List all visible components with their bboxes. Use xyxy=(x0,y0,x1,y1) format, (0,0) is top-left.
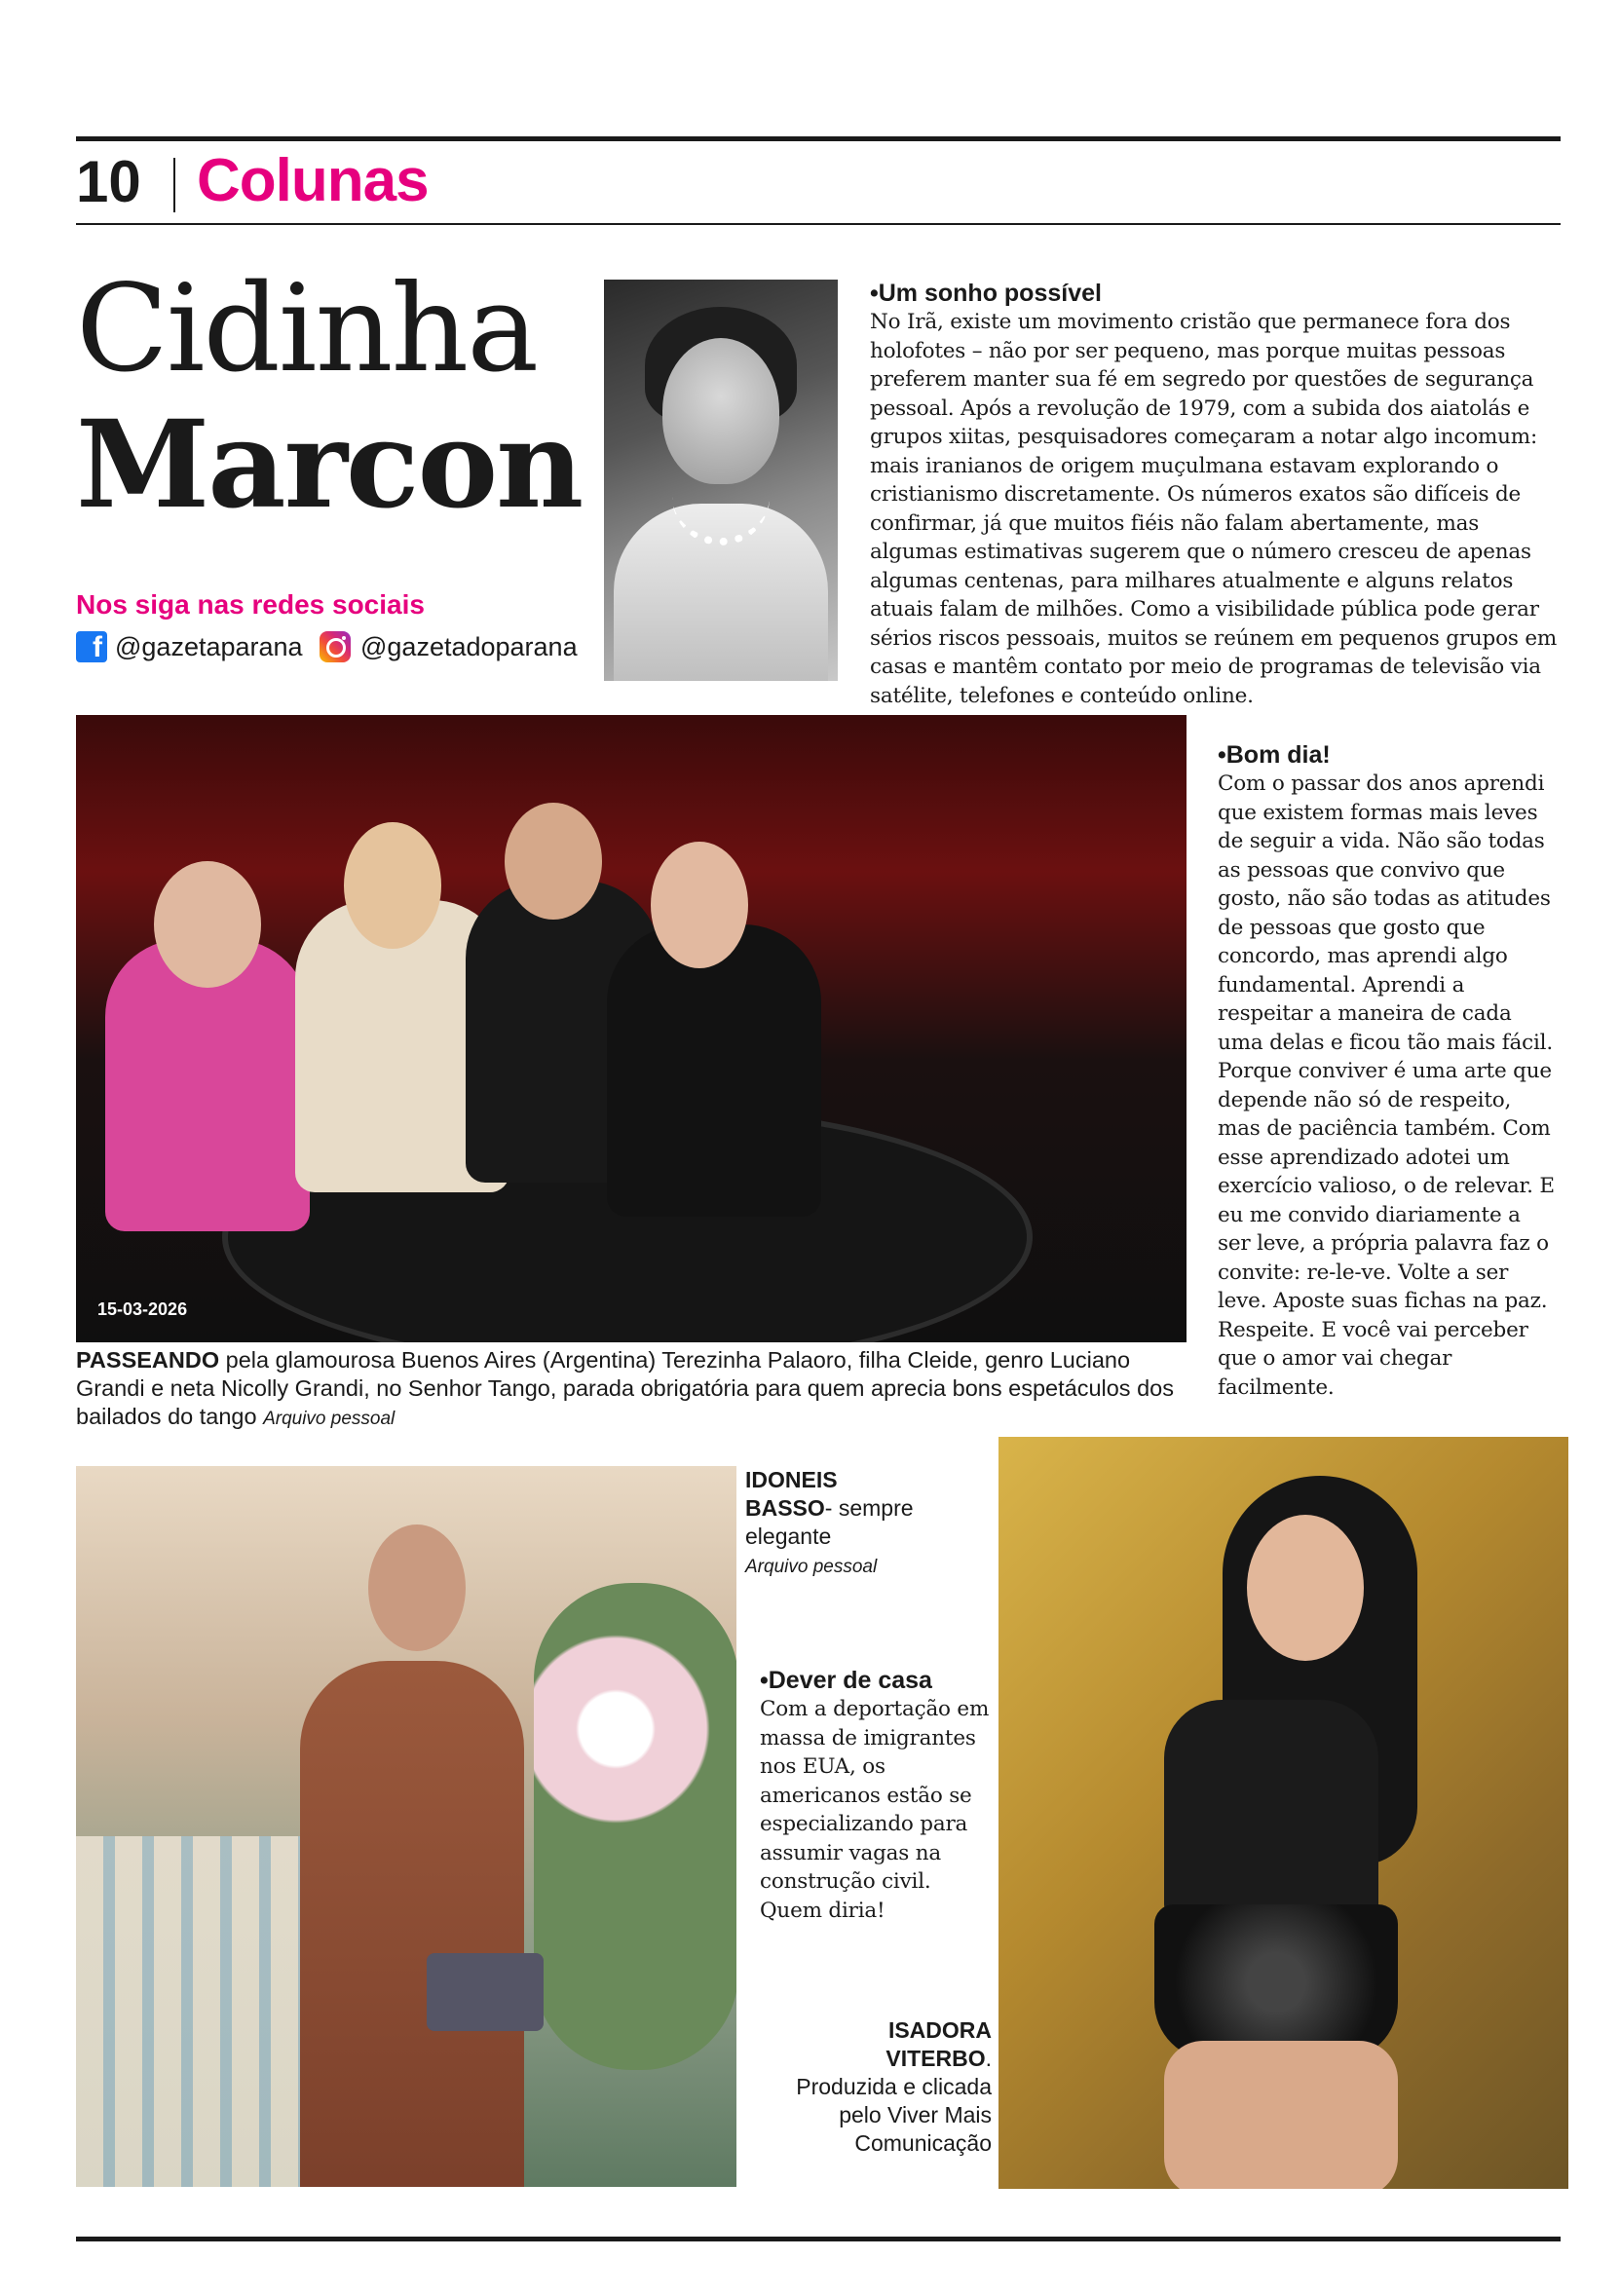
main-photo-caption xyxy=(76,1346,1187,1433)
instagram-link[interactable] xyxy=(320,627,578,666)
section-title: Colunas xyxy=(197,147,429,214)
story-body: No Irã, existe um movimento cristão que permanece fora dos holofotes – não por ser pequeno, mas porque muitas pessoas preferem manter sua fé em segredo por questões de segurança pessoal. Após a revolução de 1979, com a subida dos aiatolás e grupos xiitas, pesquisadores começaram a notar algo incomum: mais iranianos de origem muçulmana estavam explorando o cristianismo discretamente. Os números exatos são difíceis de confirmar, já que muitos fiéis não falam abertamente, mas algumas estimativas sugerem que o número cresceu de apenas algumas centenas, para milhares atualmente e alguns relatos atuais falam de milhões. Como a visibilidade pública pode gerar sérios riscos pessoais, muitos se reúnem em pequenos grupos em casas e mantêm contato por meio de programas de televisão via satélite, telefones e conteúdo online. xyxy=(870,310,1558,708)
story-body: Com a deportação em massa de imigrantes nos EUA, os americanos estão se especializando para assumir vagas na construção civil. Quem diria! xyxy=(760,1697,990,1923)
header-separator xyxy=(173,158,175,212)
story-kicker: •Um sonho possível xyxy=(870,280,1102,307)
columnist-last-name: Marcon xyxy=(76,395,583,536)
photo-date-stamp: 15-03-2026 xyxy=(97,1299,188,1319)
photo-isadora-viterbo xyxy=(998,1437,1568,2189)
facebook-link[interactable] xyxy=(76,627,303,666)
idoneis-name: IDONEIS BASSO xyxy=(745,1467,838,1521)
caption-credit: Arquivo pessoal xyxy=(263,1409,396,1429)
columnist-first-name: Cidinha xyxy=(76,259,538,399)
isadora-caption xyxy=(779,2016,992,2158)
story-body: Com o passar dos anos aprendi que existem formas mais leves de seguir a vida. Não são todas as pessoas que convivo que gosto, não são todas as atitudes de pessoas que gosto que concordo, mas aprendi algo fundamental. Aprendi a respeitar a maneira de cada uma delas e ficou tão mais fácil. Porque conviver é uma arte que depende não só de respeito, mas de paciência também. Com esse aprendizado adotei um exercício valioso, o de relevar. E eu me convido diariamente a ser leve, a própria palavra faz o convite: re-le-ve. Volte a ser leve. Aposte suas fichas na paz. Respeite. E você vai perceber que o amor vai chegar facilmente. xyxy=(1218,772,1555,1400)
story-kicker: •Dever de casa xyxy=(760,1667,932,1694)
idoneis-credit: Arquivo pessoal xyxy=(745,1557,878,1577)
isadora-text: . Produzida e clicada pelo Viver Mais Comunicação xyxy=(796,2046,992,2156)
story-dever-de-casa xyxy=(760,1666,994,1925)
story-bom-dia xyxy=(1218,740,1559,1402)
photo-idoneis-basso xyxy=(76,1466,736,2187)
story-kicker: •Bom dia! xyxy=(1218,741,1331,769)
instagram-icon xyxy=(320,631,351,662)
caption-lead: PASSEANDO xyxy=(76,1347,220,1373)
follow-label: Nos siga nas redes sociais xyxy=(76,589,425,620)
isadora-name: ISADORA VITERBO xyxy=(885,2017,992,2071)
instagram-handle: @gazetadoparana xyxy=(360,631,578,661)
story-um-sonho-possivel xyxy=(870,279,1562,710)
idoneis-text: - sempre elegante xyxy=(745,1495,914,1549)
facebook-handle: @gazetaparana xyxy=(115,631,303,661)
columnist-portrait xyxy=(604,280,838,681)
bottom-rule xyxy=(76,2237,1561,2241)
page-number: 10 xyxy=(76,149,141,214)
idoneis-caption xyxy=(745,1466,921,1581)
header-rule xyxy=(76,223,1561,225)
top-rule xyxy=(76,136,1561,141)
facebook-icon: f xyxy=(76,631,107,662)
caption-text: pela glamourosa Buenos Aires (Argentina) Terezinha Palaoro, filha Cleide, genro Luciano Grandi e neta Nicolly Grandi, no Senhor Tango, parada obrigatória para quem aprecia bons espetáculos dos bailados do tango xyxy=(76,1347,1174,1429)
main-photo-tango xyxy=(76,715,1187,1342)
